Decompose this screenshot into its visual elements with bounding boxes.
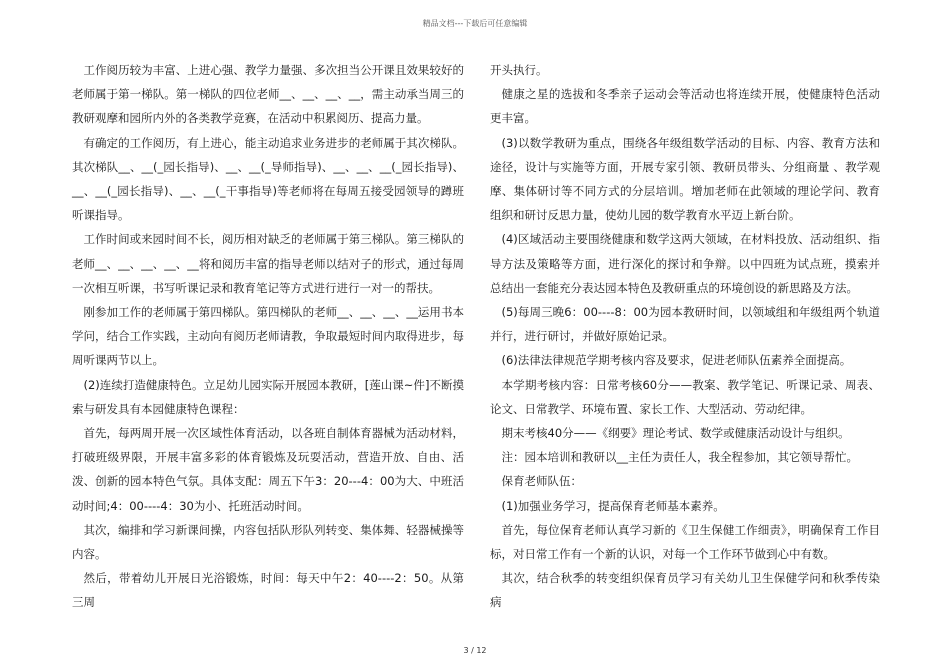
paragraph: (6)法律法律规范学期考核内容及要求，促进老师队伍素养全面提高。 — [501, 353, 852, 368]
paragraph: 本学期考核内容：日常考核60分——教案、教学笔记、听课记录、周表、论文、日常教学、环境布置、家长工作、大型活动、劳动纪律。 — [490, 377, 880, 416]
paragraph: 健康之星的选拔和冬季亲子运动会等活动也将连续开展，使健康特色活动更丰富。 — [490, 87, 880, 126]
continued-line: 开头执行。 — [490, 63, 548, 77]
paragraph: 工作阅历较为丰富、上进心强、教学力量强、多次担当公开课且效果较好的老师属于第一梯队。第一梯队的四位老师__、__、__、__，需主动承当周三的教研观摩和园所内外的各类教学竞赛，在活动中积累阅历、提高力量。 — [72, 63, 464, 126]
paragraph: (4)区域活动主要围绕健康和数学这两大领域，在材料投放、活动组织、指导方法及策略等方面，进行深化的探讨和争辩。以中四班为试点班，摸索并总结出一套能充分表达园本特色及教研重点的环境创设的新思路及方法。 — [490, 232, 880, 295]
paragraph: 有确定的工作阅历，有上进心，能主动追求业务进步的老师属于其次梯队。其次梯队__、__(_园长指导)、__、__(_导师指导)、__、__、__(_园长指导)、__、__(_园长指导)、__、__(_干事指导)等老师将在每周五接受园领导的蹲班听课指导。 — [72, 135, 464, 223]
paragraph: 首先，每两周开展一次区域性体育活动，以各班自制体育器械为活动材料，打破班级界限，开展丰富多彩的体育锻炼及玩耍活动，营造开放、自由、活泼、创新的园本特色气氛。具体支配：周五下午3：20---4：00为大、中班活动时间;4：00----4：30为小、托班活动时间。 — [72, 426, 464, 513]
paragraph: 首先，每位保育老师认真学习新的《卫生保健工作细责》，明确保育工作目标，对日常工作有一个新的认识，对每一个工作环节做到心中有数。 — [490, 522, 880, 562]
paragraph: (2)连续打造健康特色。立足幼儿园实际开展园本教研，[莲山课~件]不断摸索与研发具有本园健康特色课程： — [72, 377, 464, 416]
left-column — [72, 58, 464, 615]
paragraph: 其次，结合秋季的转变组织保育员学习有关幼儿卫生保健学问和秋季传染病 — [490, 571, 880, 610]
paragraph: 其次，编排和学习新课间操，内容包括队形队列转变、集体舞、轻器械操等内容。 — [72, 522, 464, 562]
paragraph: 刚参加工作的老师属于第四梯队。第四梯队的老师__、__、__、__运用书本学问，结合工作实践，主动向有阅历老师请教，争取最短时间内取得进步，每周听课两节以上。 — [72, 305, 464, 368]
paragraph: 然后，带着幼儿开展日光浴锻炼，时间：每天中午2：40----2：50。从第三周 — [72, 571, 464, 610]
paragraph: 期末考核40分——《纲要》理论考试、数学或健康活动设计与组织。 — [501, 426, 850, 441]
paragraph: (1)加强业务学习，提高保育老师基本素养。 — [501, 498, 725, 513]
paragraph: 工作时间或来园时间不长，阅历相对缺乏的老师属于第三梯队。第三梯队的老师__、__、__、__、__将和阅历丰富的指导老师以结对子的形式，通过每周一次相互听课，书写听课记录和教育笔记等方式进行进行一对一的帮扶。 — [72, 232, 464, 295]
right-column — [490, 58, 880, 615]
page-header: 精品文档---下载后可任意编辑 — [422, 19, 528, 28]
paragraph: (5)每周三晚6：00----8：00为园本教研时间，以领域组和年级组两个轨道并行，进行研讨，并做好原始记录。 — [490, 305, 880, 344]
paragraph: 保育老师队伍： — [501, 474, 582, 489]
paragraph: 注：园本培训和教研以__主任为责任人，我全程参加，其它领导帮忙。 — [501, 450, 858, 465]
paragraph: (3)以数学教研为重点，围绕各年级组数学活动的目标、内容、教育方法和途径，设计与实施等方面，开展专家引领、教研员带头、分组商量 、教学观摩、集体研讨等不同方式的分层培训。增加老师在此领域的理论学问、教育组织和研讨反思力量，使幼儿园的数学教育水平迈上新台阶。 — [490, 135, 880, 223]
page-indicator: 3 / 12 — [463, 646, 487, 655]
